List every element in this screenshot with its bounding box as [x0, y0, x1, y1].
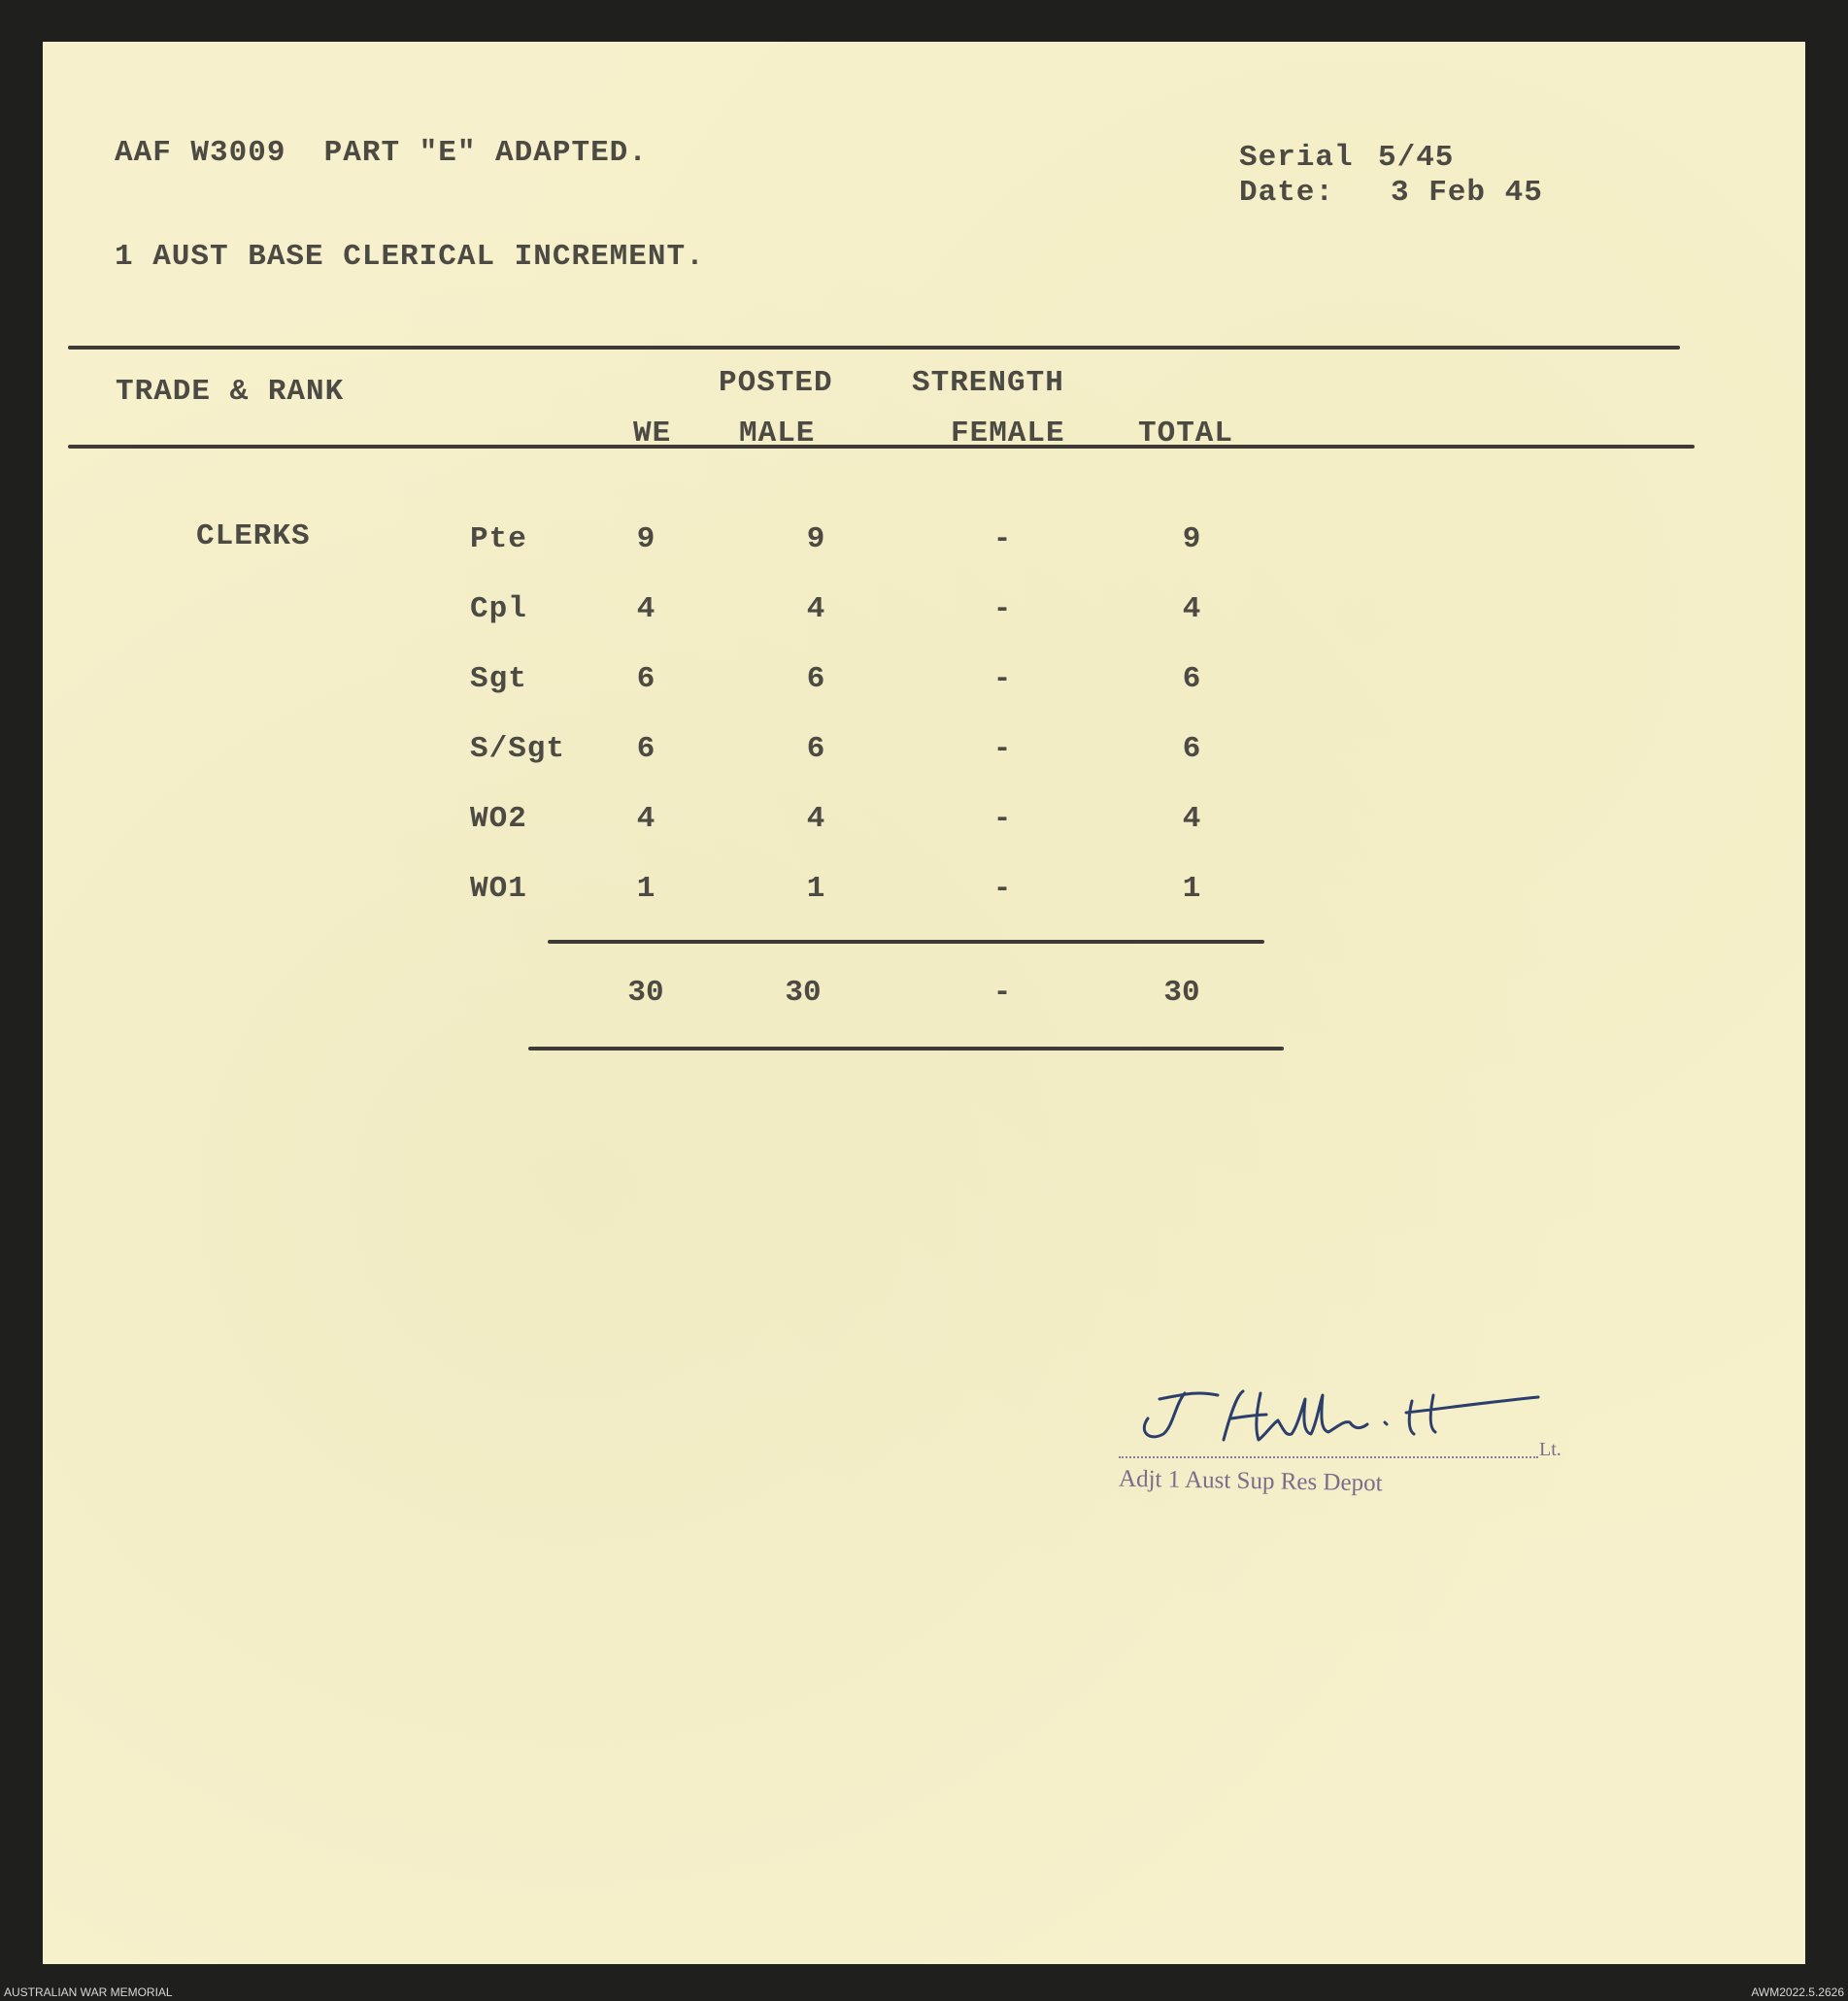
male-value: 1	[806, 872, 825, 906]
male-total: 30	[785, 976, 822, 1010]
rank-label: Cpl	[470, 592, 527, 626]
female-value: -	[992, 732, 1012, 766]
female-value: -	[992, 592, 1012, 626]
serial-label: Serial	[1239, 141, 1354, 175]
female-value: -	[992, 872, 1012, 906]
date-value: 3 Feb 45	[1391, 176, 1543, 210]
col-female: FEMALE	[951, 417, 1065, 450]
footer-reference: AWM2022.5.2626	[1751, 1985, 1844, 1999]
totals-top-rule	[548, 940, 1264, 944]
we-total: 30	[627, 976, 664, 1010]
trade-name: CLERKS	[196, 519, 311, 553]
col-trade-rank: TRADE & RANK	[116, 375, 345, 409]
table-header-rule	[68, 445, 1695, 449]
footer-institution: AUSTRALIAN WAR MEMORIAL	[4, 1985, 173, 1999]
col-total: TOTAL	[1138, 417, 1234, 450]
col-male: MALE	[739, 417, 816, 450]
total-value: 6	[1182, 662, 1201, 696]
grand-total: 30	[1163, 976, 1200, 1010]
rank-suffix: Lt.	[1539, 1439, 1562, 1460]
we-value: 6	[636, 662, 655, 696]
col-posted: POSTED	[719, 366, 833, 400]
male-value: 6	[806, 732, 825, 766]
rank-label: WO2	[470, 802, 527, 836]
male-value: 4	[806, 802, 825, 836]
total-value: 6	[1182, 732, 1201, 766]
signature-image	[1130, 1372, 1558, 1459]
rank-label: Pte	[470, 522, 527, 556]
form-reference: AAF W3009 PART "E" ADAPTED.	[115, 136, 648, 170]
female-value: -	[992, 662, 1012, 696]
rank-label: S/Sgt	[470, 732, 566, 766]
serial-value: 5/45	[1378, 141, 1455, 175]
we-value: 1	[636, 872, 655, 906]
we-value: 9	[636, 522, 655, 556]
male-value: 6	[806, 662, 825, 696]
we-value: 4	[636, 592, 655, 626]
totals-bottom-rule	[528, 1047, 1284, 1051]
male-value: 4	[806, 592, 825, 626]
we-value: 4	[636, 802, 655, 836]
unit-title: 1 AUST BASE CLERICAL INCREMENT.	[115, 240, 705, 274]
document-page	[43, 42, 1805, 1964]
signature-stamp: Adjt 1 Aust Sup Res Depot	[1118, 1465, 1383, 1497]
table-top-rule	[68, 346, 1680, 350]
female-total: -	[992, 976, 1012, 1010]
signature-dotted-line	[1119, 1456, 1538, 1458]
col-strength: STRENGTH	[912, 366, 1064, 400]
female-value: -	[992, 802, 1012, 836]
col-we: WE	[633, 417, 672, 450]
total-value: 4	[1182, 592, 1201, 626]
date-label: Date:	[1239, 176, 1335, 210]
rank-label: Sgt	[470, 662, 527, 696]
we-value: 6	[636, 732, 655, 766]
male-value: 9	[806, 522, 825, 556]
rank-label: WO1	[470, 872, 527, 906]
total-value: 9	[1182, 522, 1201, 556]
total-value: 1	[1182, 872, 1201, 906]
total-value: 4	[1182, 802, 1201, 836]
female-value: -	[992, 522, 1012, 556]
